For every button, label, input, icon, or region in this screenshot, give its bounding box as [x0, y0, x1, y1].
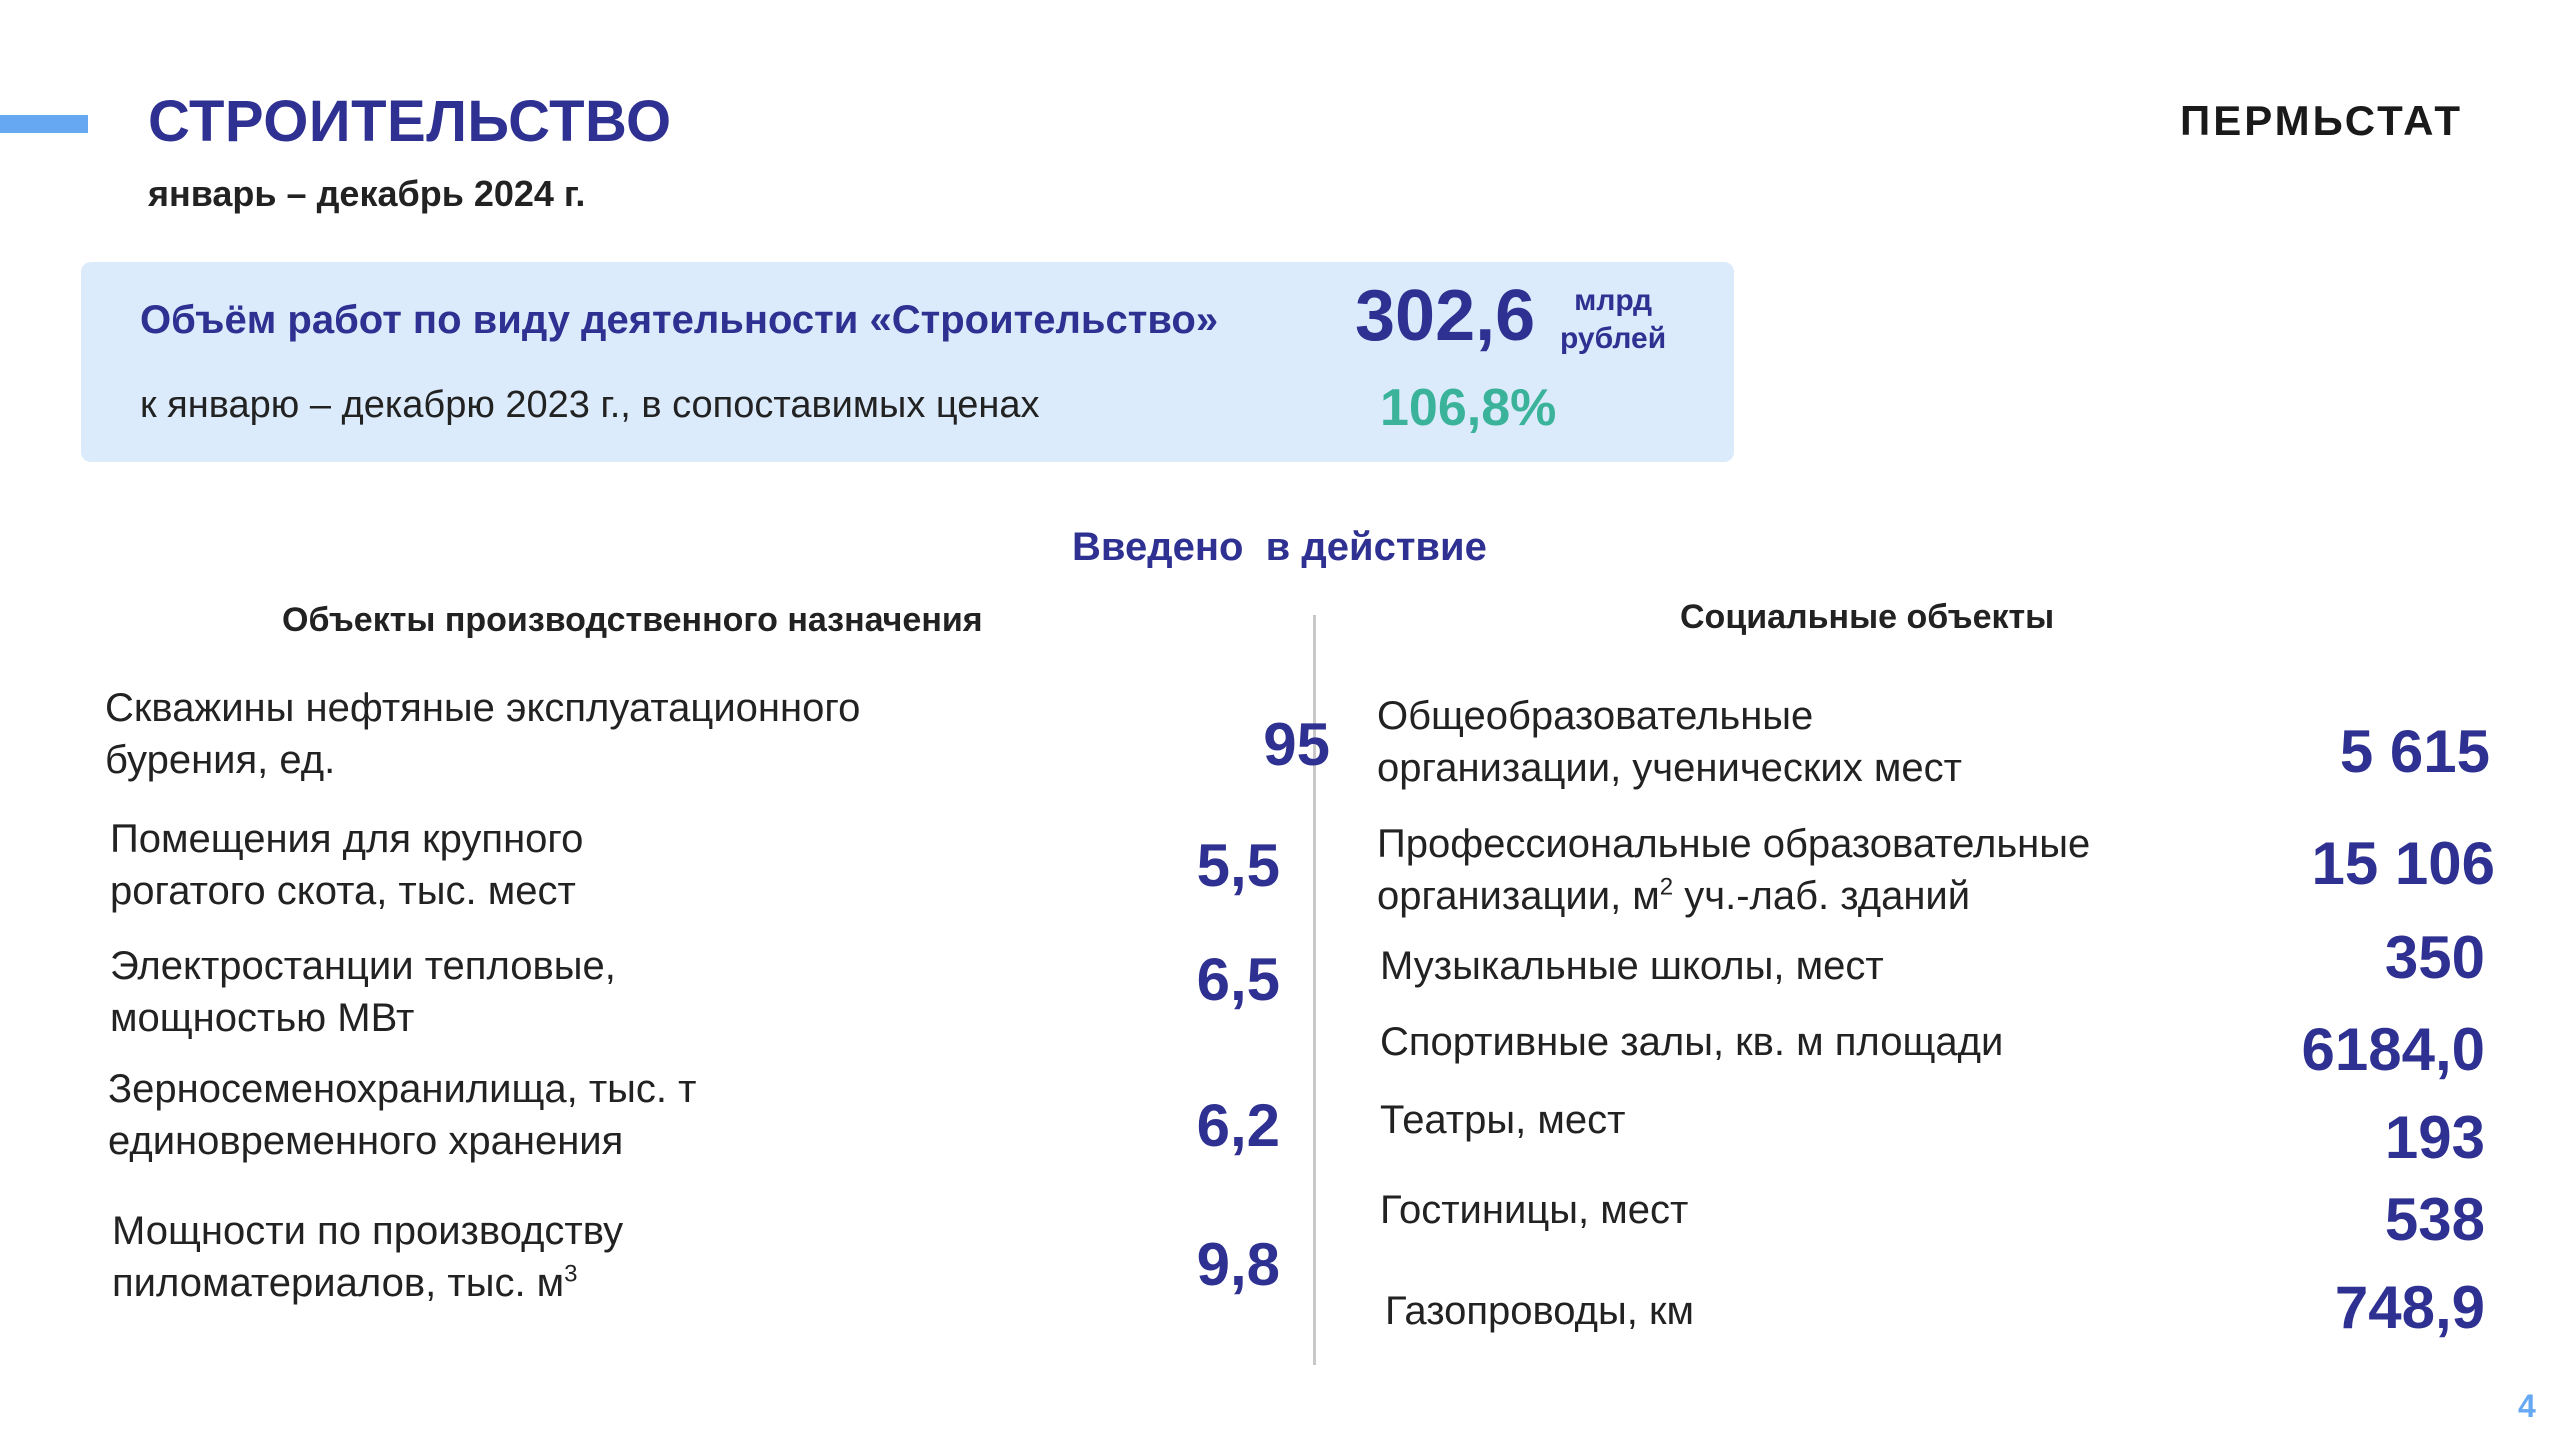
summary-unit-line1: млрд [1574, 284, 1653, 317]
summary-value: 302,6 [1355, 276, 1536, 356]
brand-logo-text: ПЕРМЬСТАТ [2180, 97, 2463, 144]
social-item-value: 538 [2384, 1186, 2485, 1253]
social-item-value: 5 615 [2339, 718, 2490, 785]
industrial-item-value: 95 [1263, 711, 1330, 778]
compare-value: 106,8% [1380, 379, 1557, 437]
social-item-value: 350 [2384, 924, 2485, 991]
social-item-label: Гостиницы, мест [1380, 1188, 1689, 1232]
social-header: Социальные объекты [1680, 598, 2055, 636]
industrial-item-label: Помещения для крупного рогатого скота, тыс. мест [110, 817, 584, 913]
social-item-value: 193 [2384, 1104, 2485, 1171]
summary-unit-line2: рублей [1560, 321, 1667, 355]
page-subtitle: январь – декабрь 2024 г. [148, 173, 586, 214]
industrial-item-label: Зерносеменохранилища, тыс. т единовременного хранения [108, 1067, 697, 1163]
industrial-item-value: 6,2 [1196, 1092, 1280, 1159]
social-item-value: 6184,0 [2301, 1016, 2485, 1083]
industrial-item-label: Мощности по производству пиломатериалов, тыс. $м^3$ [112, 1209, 624, 1305]
social-item-label: Театры, мест [1380, 1098, 1626, 1142]
industrial-item-label: Скважины нефтяные эксплуатационного бурения, ед. [105, 686, 861, 782]
summary-label: Объём работ по виду деятельности «Строительство» [140, 298, 1219, 342]
social-item-label: Музыкальные школы, мест [1380, 944, 1884, 988]
industrial-item-label: Электростанции тепловые, мощностью МВт [110, 944, 616, 1040]
compare-label: к январю – декабрю 2023 г., в сопоставимых ценах [140, 384, 1040, 426]
industrial-item-value: 6,5 [1196, 946, 1280, 1013]
summary-unit [1560, 282, 1666, 357]
social-item-label: Профессиональные образовательные организации, $м^2$ уч.-лаб. зданий [1377, 822, 2091, 918]
industrial-item-value: 9,8 [1196, 1231, 1280, 1298]
page-number: 4 [2518, 1388, 2536, 1424]
industrial-header: Объекты производственного назначения [282, 601, 983, 639]
social-item-value: 748,9 [2334, 1274, 2485, 1341]
social-item-label: Общеобразовательные организации, ученических мест [1377, 694, 1962, 790]
social-item-label: Газопроводы, км [1385, 1289, 1694, 1333]
accent-bar [0, 115, 88, 133]
page-title: СТРОИТЕЛЬСТВО [148, 89, 672, 154]
social-item-value: 15 106 [2311, 830, 2495, 897]
industrial-item-value: 5,5 [1196, 832, 1280, 899]
social-item-label: Спортивные залы, кв. м площади [1380, 1020, 2004, 1064]
section-title: Введено в действие [1072, 525, 1487, 569]
